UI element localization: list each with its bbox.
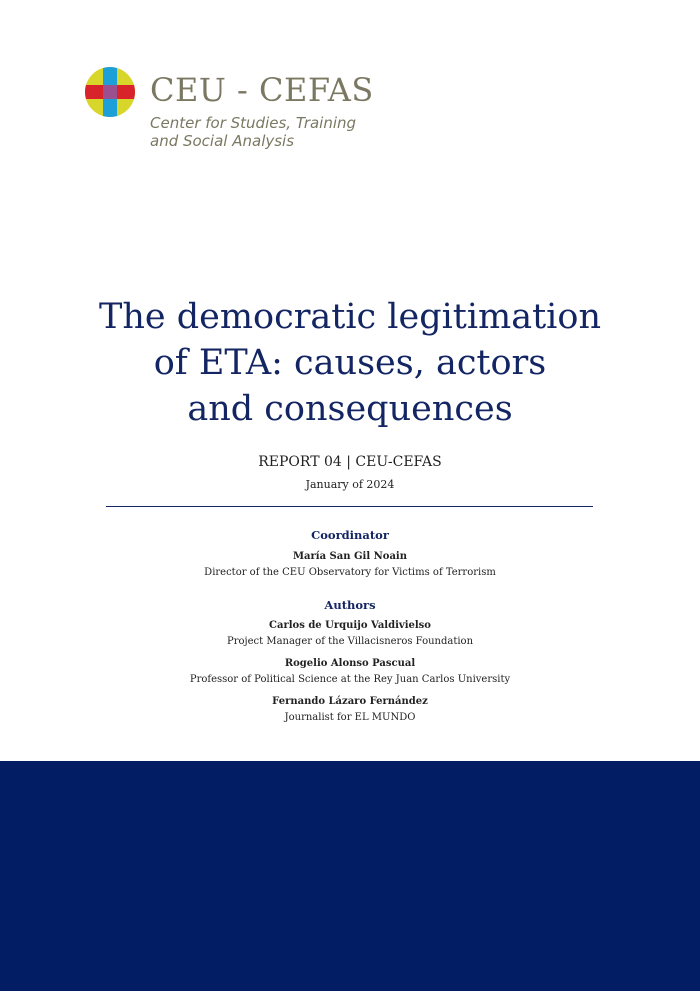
author-name: Fernando Lázaro Fernández — [272, 696, 428, 707]
author-name: Rogelio Alonso Pascual — [284, 658, 416, 669]
title-line2: of ETA: causes, actors — [153, 343, 547, 383]
footer-band — [0, 761, 700, 991]
logo-name: CEU - CEFAS — [150, 71, 374, 109]
author-role: Journalist for EL MUNDO — [284, 712, 416, 723]
logo-tagline-line2: and Social Analysis — [150, 132, 295, 150]
author-name: Carlos de Urquijo Valdivielso — [269, 620, 431, 631]
report-number: REPORT 04 | CEU-CEFAS — [258, 454, 442, 470]
document-title — [60, 294, 640, 432]
cefas-logo — [84, 66, 384, 156]
author-role: Project Manager of the Villacisneros Foundation — [226, 636, 474, 647]
divider-rule — [106, 506, 593, 507]
logo-tagline-line1: Center for Studies, Training — [150, 114, 357, 132]
title-line3: and consequences — [187, 389, 513, 429]
logo-tagline — [150, 114, 356, 150]
cefas-emblem-icon — [84, 66, 136, 118]
authors-heading: Authors — [324, 598, 376, 612]
coordinator-name: María San Gil Noain — [292, 551, 407, 562]
report-date: January of 2024 — [305, 478, 395, 491]
coordinator-role: Director of the CEU Observatory for Victims of Terrorism — [204, 567, 496, 578]
author-role: Professor of Political Science at the Rey Juan Carlos University — [189, 674, 511, 685]
coordinator-heading: Coordinator — [311, 528, 389, 542]
title-line1: The democratic legitimation — [99, 297, 601, 337]
